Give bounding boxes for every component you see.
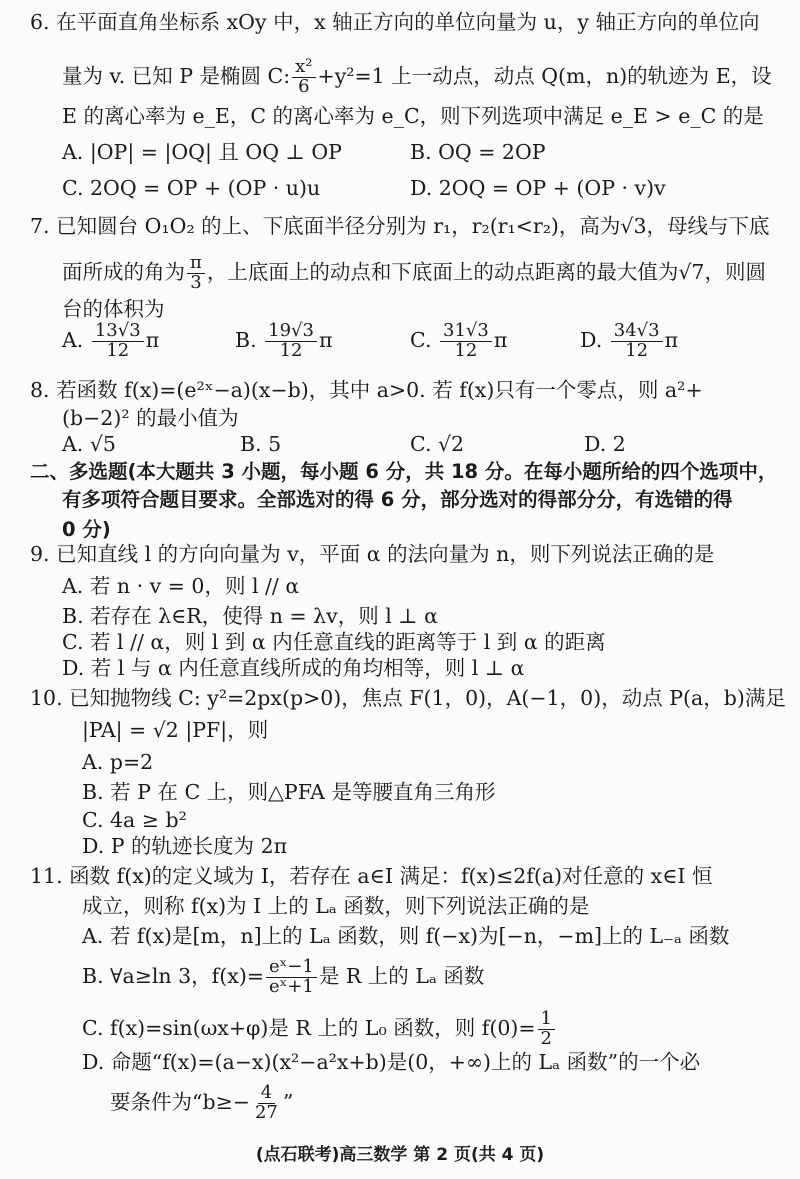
fraction-denominator: 12 xyxy=(279,339,303,361)
fraction-denominator: eˣ+1 xyxy=(269,975,314,997)
q6-line2 xyxy=(62,58,772,97)
q11-text-1: 函数 f(x)的定义域为 I，若存在 a∈I 满足：f(x)≤2f(a)对任意的 x∈I 恒 xyxy=(69,864,713,888)
q11-option-d-line2 xyxy=(110,1084,293,1123)
q6-option-d: D. 2OQ = OP + (OP · v)v xyxy=(410,176,666,200)
option-tail: π xyxy=(145,327,160,352)
q8-option-c: C. √2 xyxy=(410,432,465,456)
q7-text-1: 已知圆台 O₁O₂ 的上、下底面半径分别为 r₁，r₂(r₁<r₂)，高为√3，母线与下底 xyxy=(56,214,770,238)
q10-text-1: 已知抛物线 C: y²=2px(p>0)，焦点 F(1，0)，A(−1，0)，动点 P(a，b)满足 xyxy=(69,686,786,710)
option-fraction xyxy=(265,322,317,361)
option-tail: π xyxy=(664,327,679,352)
q10-option-d: D. P 的轨迹长度为 2π xyxy=(82,834,288,858)
q11-number: 11. xyxy=(30,864,63,888)
q7-option-d xyxy=(580,322,678,361)
q7-line1 xyxy=(30,214,770,240)
q6-option-b: B. OQ = 2OP xyxy=(410,140,546,164)
fraction-denominator: 3 xyxy=(190,271,202,293)
fraction-numerator: 4 xyxy=(258,1084,275,1104)
q11-b-post: 是 R 上的 Lₐ 函数 xyxy=(318,963,485,988)
page-footer: (点石联考)高三数学 第 2 页(共 4 页) xyxy=(255,1145,545,1165)
q9-option-d: D. 若 l 与 α 内任意直线所成的角均相等，则 l ⊥ α xyxy=(62,656,525,680)
q11-line1 xyxy=(30,864,712,890)
q7-line3: 台的体积为 xyxy=(62,297,165,321)
q6-text-2a: 量为 v. 已知 P 是椭圆 C: xyxy=(62,63,291,88)
fraction-numerator: 13√3 xyxy=(92,322,144,342)
q11-b-fraction xyxy=(266,958,317,997)
option-label: B. xyxy=(235,327,257,352)
option-tail: π xyxy=(318,327,333,352)
q6-option-a: A. |OP| = |OQ| 且 OQ ⊥ OP xyxy=(62,140,342,164)
q6-ellipse-fraction xyxy=(292,58,315,97)
fraction-denominator: 27 xyxy=(254,1101,278,1123)
q11-c-fraction xyxy=(538,1010,555,1049)
fraction-numerator: 1 xyxy=(538,1010,555,1030)
q9-option-b: B. 若存在 λ∈R，使得 n = λv，则 l ⊥ α xyxy=(62,604,438,628)
fraction-denominator: 12 xyxy=(106,339,130,361)
q8-number: 8. xyxy=(30,378,50,402)
q8-option-d: D. 2 xyxy=(584,432,626,456)
q11-c-pre: C. f(x)=sin(ωx+φ)是 R 上的 L₀ 函数，则 f(0)= xyxy=(82,1015,536,1040)
q9-option-c: C. 若 l // α，则 l 到 α 内任意直线的距离等于 l 到 α 的距离 xyxy=(62,630,606,654)
q7-number: 7. xyxy=(30,214,50,238)
q10-option-c: C. 4a ≥ b² xyxy=(82,808,187,832)
q11-option-d-line1: D. 命题“f(x)=(a−x)(x²−a²x+b)是(0，+∞)上的 Lₐ 函数”的一个必 xyxy=(82,1050,701,1074)
q9-line1 xyxy=(30,542,714,568)
q9-text: 已知直线 l 的方向向量为 v，平面 α 的法向量为 n，则下列说法正确的是 xyxy=(56,542,715,566)
q9-option-a: A. 若 n · v = 0，则 l // α xyxy=(62,574,300,598)
q7-line2 xyxy=(62,254,766,293)
fraction-denominator: 12 xyxy=(625,339,649,361)
q7-text-2b: ，上底面上的动点和下底面上的动点距离的最大值为√7，则圆 xyxy=(206,259,766,284)
q8-text-1: 若函数 f(x)=(e²ˣ−a)(x−b)，其中 a>0. 若 f(x)只有一个零点，则 a²+ xyxy=(56,378,703,402)
option-fraction xyxy=(440,322,492,361)
option-fraction xyxy=(92,322,144,361)
option-label: D. xyxy=(580,327,603,352)
option-label: C. xyxy=(410,327,432,352)
q6-line1 xyxy=(30,10,759,36)
fraction-denominator: 12 xyxy=(454,339,478,361)
q10-option-b: B. 若 P 在 C 上，则△PFA 是等腰直角三角形 xyxy=(82,780,496,804)
q8-line1 xyxy=(30,378,703,404)
section2-heading-2: 有多项符合题目要求。全部选对的得 6 分，部分选对的得部分分，有选错的得 xyxy=(62,488,733,511)
q6-text-1: 在平面直角坐标系 xOy 中，x 轴正方向的单位向量为 u，y 轴正方向的单位向 xyxy=(56,10,760,34)
q11-b-pre: B. ∀a≥ln 3，f(x)= xyxy=(82,963,265,988)
q6-line3: E 的离心率为 e_E，C 的离心率为 e_C，则下列选项中满足 e_E > e_C 的是 xyxy=(62,104,764,128)
q11-d-post: ” xyxy=(282,1089,294,1114)
option-tail: π xyxy=(493,327,508,352)
q6-text-2b: +y²=1 上一动点，动点 Q(m，n)的轨迹为 E，设 xyxy=(317,63,772,88)
fraction-numerator: x² xyxy=(292,58,315,78)
q7-angle-fraction xyxy=(187,254,205,293)
q8-line2: (b−2)² 的最小值为 xyxy=(62,406,239,430)
section2-heading-3: 0 分) xyxy=(62,518,111,541)
fraction-denominator: 6 xyxy=(298,75,310,97)
q6-option-c: C. 2OQ = OP + (OP · u)u xyxy=(62,176,321,200)
q11-option-a: A. 若 f(x)是[m，n]上的 Lₐ 函数，则 f(−x)为[−n，−m]上的 L₋ₐ 函数 xyxy=(82,924,730,948)
q8-option-a: A. √5 xyxy=(62,432,116,456)
option-label: A. xyxy=(62,327,84,352)
q10-line1 xyxy=(30,686,786,712)
q7-option-b xyxy=(235,322,332,361)
fraction-numerator: 34√3 xyxy=(611,322,663,342)
q11-option-b xyxy=(82,958,484,997)
fraction-denominator: 2 xyxy=(540,1027,552,1049)
q11-option-c xyxy=(82,1010,557,1049)
fraction-numerator: 19√3 xyxy=(265,322,317,342)
q8-option-b: B. 5 xyxy=(240,432,282,456)
section2-heading-1: 二、多选题(本大题共 3 小题，每小题 6 分，共 18 分。在每小题所给的四个选项中， xyxy=(30,460,778,483)
q11-d-fraction xyxy=(252,1084,281,1123)
q10-number: 10. xyxy=(30,686,63,710)
fraction-numerator: eˣ−1 xyxy=(266,958,317,978)
q11-d-pre: 要条件为“b≥− xyxy=(110,1089,250,1114)
option-fraction xyxy=(611,322,663,361)
q7-option-c xyxy=(410,322,507,361)
fraction-numerator: π xyxy=(187,254,205,274)
q10-option-a: A. p=2 xyxy=(82,750,154,774)
q7-text-2a: 面所成的角为 xyxy=(62,259,185,284)
fraction-numerator: 31√3 xyxy=(440,322,492,342)
q6-number: 6. xyxy=(30,10,50,34)
q10-line2: |PA| = √2 |PF|，则 xyxy=(82,718,269,742)
q11-line2: 成立，则称 f(x)为 I 上的 Lₐ 函数，则下列说法正确的是 xyxy=(82,894,590,918)
q9-number: 9. xyxy=(30,542,50,566)
q7-option-a xyxy=(62,322,159,361)
